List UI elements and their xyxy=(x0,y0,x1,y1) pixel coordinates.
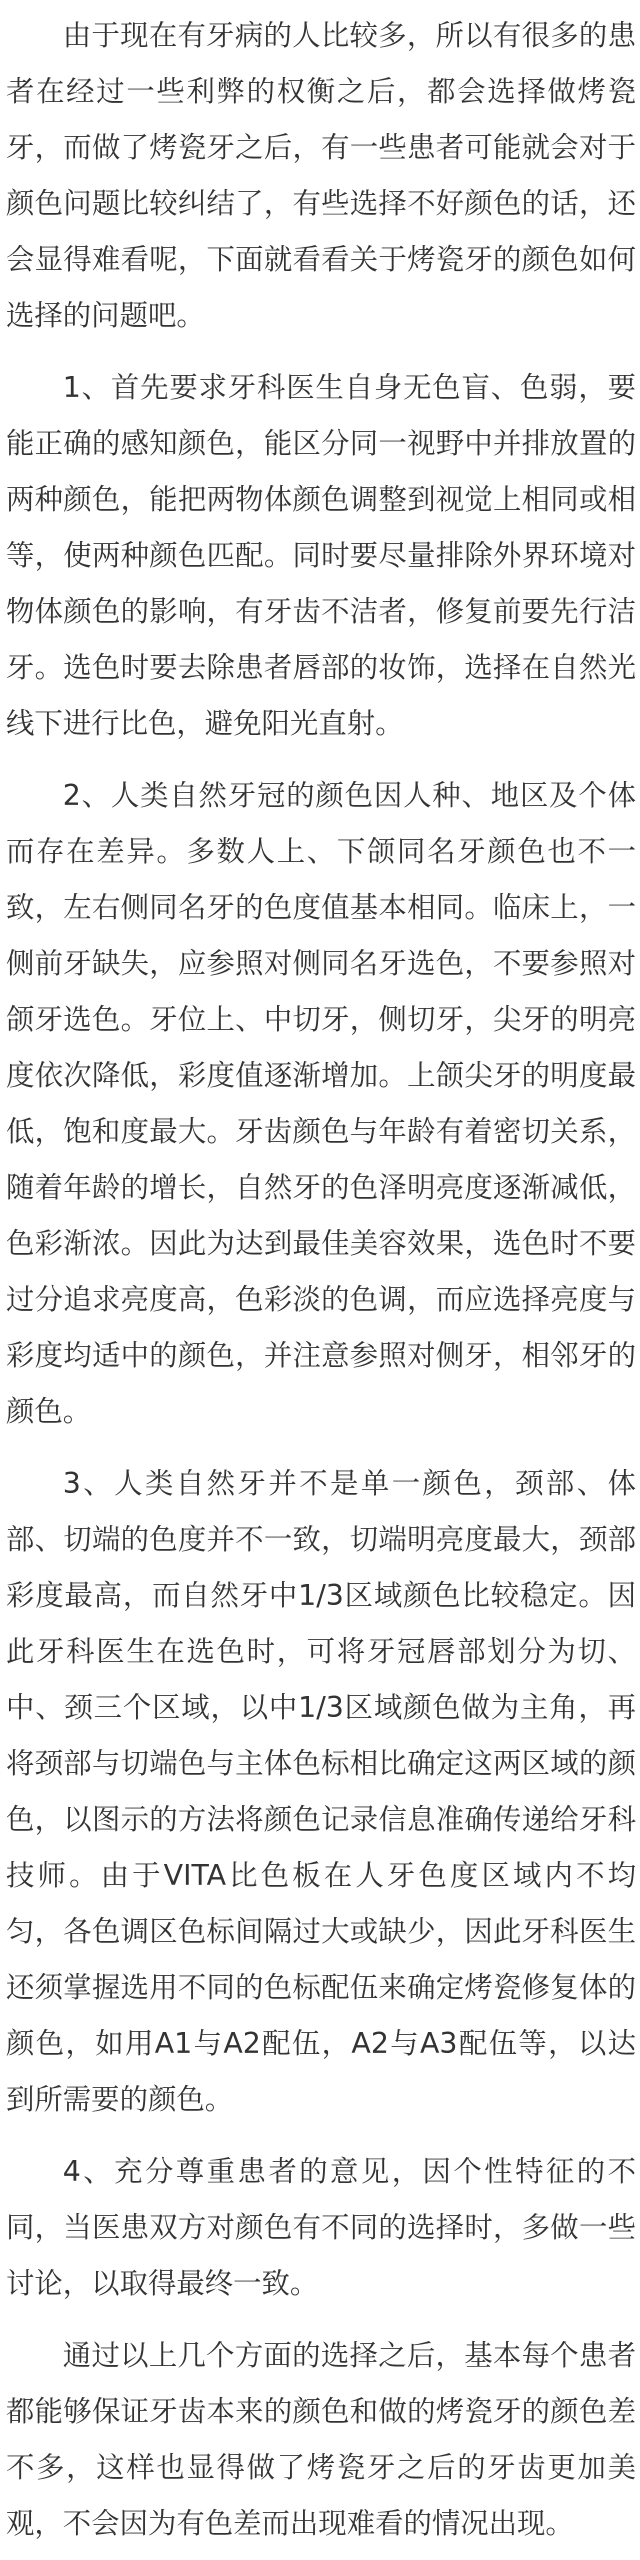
paragraph-point-4: 4、充分尊重患者的意见，因个性特征的不同，当医患双方对颜色有不同的选择时，多做一些讨论，以取得最终一致。 xyxy=(6,2155,636,2300)
paragraph-point-2: 2、人类自然牙冠的颜色因人种、地区及个体而存在差异。多数人上、下颌同名牙颜色也不一致，左右侧同名牙的色度值基本相同。临床上，一侧前牙缺失，应参照对侧同名牙选色，不要参照对颌牙选色。牙位上、中切牙，侧切牙，尖牙的明亮度依次降低，彩度值逐渐增加。上颌尖牙的明度最低，饱和度最大。牙齿颜色与年龄有着密切关系，随着年龄的增长，自然牙的色泽明亮度逐渐减低，色彩渐浓。因此为达到最佳美容效果，选色时不要过分追求亮度高，色彩淡的色调，而应选择亮度与彩度均适中的颜色，并注意参照对侧牙，相邻牙的颜色。 xyxy=(6,779,636,1428)
paragraph-intro: 由于现在有牙病的人比较多，所以有很多的患者在经过一些利弊的权衡之后，都会选择做烤瓷牙，而做了烤瓷牙之后，有一些患者可能就会对于颜色问题比较纠结了，有些选择不好颜色的话，还会显得难看呢，下面就看看关于烤瓷牙的颜色如何选择的问题吧。 xyxy=(6,19,636,332)
paragraph-point-1: 1、首先要求牙科医生自身无色盲、色弱，要能正确的感知颜色，能区分同一视野中并排放置的两种颜色，能把两物体颜色调整到视觉上相同或相等，使两种颜色匹配。同时要尽量排除外界环境对物体颜色的影响，有牙齿不洁者，修复前要先行洁牙。选色时要去除患者唇部的妆饰，选择在自然光线下进行比色，避免阳光直射。 xyxy=(6,371,636,740)
paragraph-conclusion: 通过以上几个方面的选择之后，基本每个患者都能够保证牙齿本来的颜色和做的烤瓷牙的颜色差不多，这样也显得做了烤瓷牙之后的牙齿更加美观，不会因为有色差而出现难看的情况出现。 xyxy=(6,2339,636,2540)
paragraph-point-3: 3、人类自然牙并不是单一颜色，颈部、体部、切端的色度并不一致，切端明亮度最大，颈部彩度最高，而自然牙中1/3区域颜色比较稳定。因此牙科医生在选色时，可将牙冠唇部划分为切、中、颈三个区域，以中1/3区域颜色做为主角，再将颈部与切端色与主体色标相比确定这两区域的颜色，以图示的方法将颜色记录信息准确传递给牙科技师。由于VITA比色板在人牙色度区域内不均匀，各色调区色标间隔过大或缺少，因此牙科医生还须掌握选用不同的色标配伍来确定烤瓷修复体的颜色，如用A1与A2配伍，A2与A3配伍等，以达到所需要的颜色。 xyxy=(6,1467,636,2116)
